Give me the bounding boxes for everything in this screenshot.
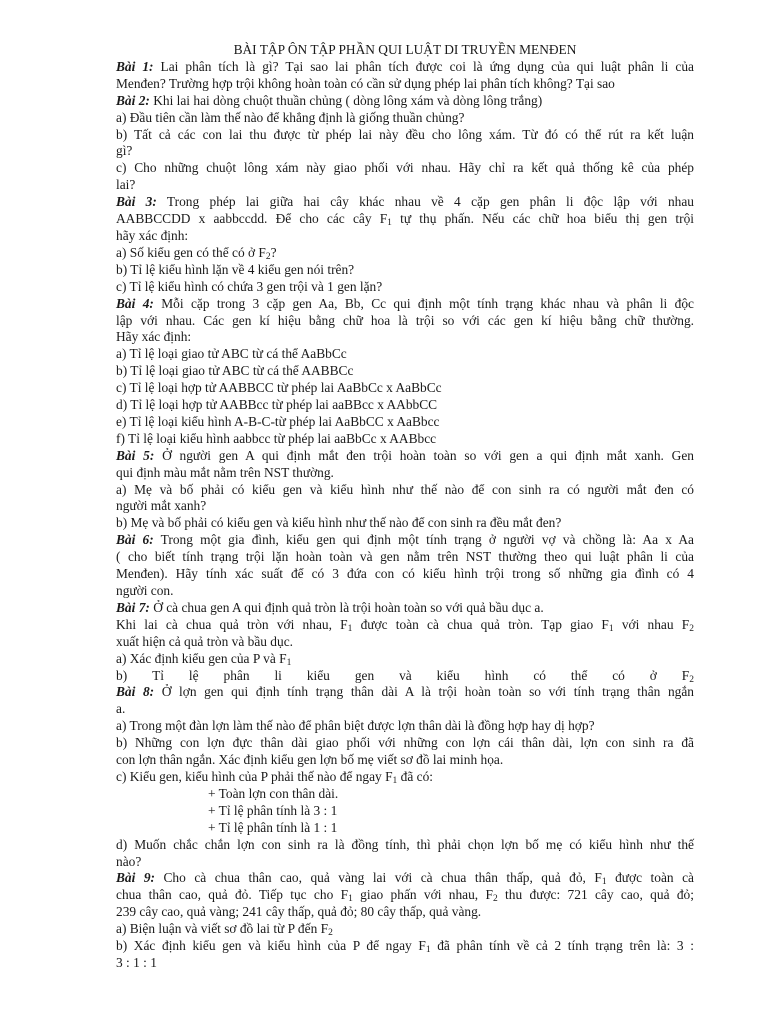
line-text: giao phấn với nhau, F [352,887,493,903]
text-line [116,431,694,448]
line-text: 3 : 1 : 1 [116,954,157,970]
text-line [116,262,694,279]
line-word: $F_2$ [681,667,694,685]
text-line [116,414,694,431]
line-text: b) Những con lợn đực thân dài giao phối với những con lợn cái thân dài, lợn con sinh ra đã [116,735,694,751]
exercise-heading-line [116,600,694,617]
line-text: được toàn cà [606,870,694,886]
line-text: qui định màu mắt nằm trên NST thường. [116,464,334,480]
exercise-heading-line [116,93,694,110]
line-text: AABBCCDD x aabbccdd. Để cho các cây F [116,211,388,227]
text-line [116,346,694,363]
line-word: thể [570,667,588,683]
text-line [116,752,694,769]
text-line [116,245,694,262]
text-line [116,854,694,871]
subscript: 2 [492,894,498,905]
line-text: c) Cho những chuột lông xám này giao phối với nhau. Hãy chỉ ra kết quả thống kê của phép [116,160,694,176]
line-text: d) Tỉ lệ loại hợp tử AABBcc từ phép lai aaBBcc x AAbbCC [116,397,438,413]
text-line [116,566,694,583]
document-title: BÀI TẬP ÔN TẬP PHẦN QUI LUẬT DI TRUYỀN MENĐEN [233,42,577,57]
text-line [116,211,694,228]
text-line [116,160,694,177]
line-text: a) Biện luận và viết sơ đồ lai từ P đến F [116,921,329,937]
line-text: e) Tỉ lệ loại kiểu hình A-B-C-từ phép lai AaBbCC x AaBbcc [116,413,440,429]
text-line [116,515,694,532]
line-word: lệ [188,667,199,683]
line-text: nào? [116,853,142,869]
subscript: 1 [392,775,398,786]
line-text: người con. [116,583,174,598]
text-line [116,668,694,685]
exercise-label: Bài 4: [116,295,154,311]
exercise-heading-line [116,448,694,465]
line-word: có [533,667,546,683]
exercise-label: Bài 9: [116,870,155,886]
line-text: được toàn cà chua quả tròn. Tạp giao F [352,616,609,632]
line-text: + Toàn lợn con thân dài. [208,785,339,801]
line-text: Ở người gen A qui định mắt đen trội hoàn toàn so với gen a qui định mắt xanh. Gen [154,447,694,463]
line-word: hình [484,667,509,683]
text-line [116,904,694,921]
text-line [116,127,694,144]
line-text: c) Tỉ lệ kiểu hình có chứa 3 gen trội và 1 gen lặn? [116,278,383,294]
subscript: 1 [425,945,431,956]
text-line [116,380,694,397]
line-text: Ở cà chua gen A qui định quả tròn là trội hoàn toàn so với quả bầu dục a. [149,599,544,615]
line-text: Menđen? Trường hợp trội không hoàn toàn có cần sử dụng phép lai phân tích không? Tại sao [116,75,615,91]
text-line [116,820,694,837]
line-text: con lợn thân ngắn. Xác định kiểu gen lợn bố mẹ viết sơ đồ lai minh họa. [116,752,504,768]
line-text: xuất hiện cả quả tròn và bầu dục. [116,633,293,649]
text-line [116,837,694,854]
line-text: Hãy xác định: [116,329,192,345]
line-text: a) Xác định kiểu gen của P và F [116,650,287,666]
subscript: 1 [601,877,607,888]
line-text: a) Tỉ lệ loại giao tử ABC từ cá thể AaBbCc [116,346,347,362]
text-line [116,769,694,786]
subscript: 2 [265,251,271,262]
line-text: Trong một gia đình, kiểu gen qui định một tính trạng ở người vợ và chồng là: Aa x Aa [153,532,694,548]
line-text: lai? [116,177,136,193]
line-text: thu được: 721 cây cao, quả đỏ; [497,887,694,903]
text-line [116,313,694,330]
line-text: người mắt xanh? [116,498,207,514]
line-word: b) [116,667,128,683]
line-text: 239 cây cao, quả vàng; 241 cây thấp, quả đỏ; 80 cây thấp, quả vàng. [116,904,482,920]
line-text: a. [116,701,126,717]
text-line [116,921,694,938]
line-text: đã có: [397,768,433,784]
exercise-heading-line [116,532,694,549]
subscript: 1 [608,623,614,634]
subscript: 2 [689,674,694,685]
line-text: Cho cà chua thân cao, quả vàng lai với cà chua thân thấp, quả đỏ, F [155,870,602,886]
text-line [116,143,694,160]
line-word: gen [354,667,375,683]
line-text: c) Tỉ lệ loại hợp tử AABBCC từ phép lai AaBbCc x AaBbCc [116,380,442,396]
text-line [116,363,694,380]
line-text: với nhau F [613,616,690,632]
line-text: Khi lai cà chua quả tròn với nhau, F [116,616,348,632]
subscript: 2 [328,928,333,939]
text-line [116,887,694,904]
line-text: Khi lai hai dòng chuột thuần chủng ( dòng lông xám và dòng lông trắng) [149,92,543,108]
text-line [116,735,694,752]
text-line [116,228,694,245]
text-line [116,634,694,651]
subscript: 1 [387,218,392,229]
text-line [116,177,694,194]
line-word: kiểu [306,667,330,683]
line-text: hãy xác định: [116,227,189,243]
line-text: a) Trong một đàn lợn làm thế nào để phân biệt được lợn thân dài là đồng hợp hay dị hợp? [116,718,595,734]
text-line [116,938,694,955]
exercise-label: Bài 6: [116,532,154,548]
line-text: Lai phân tích là gì? Tại sao lai phân tích được coi là ứng dụng của qui luật phân li của [153,58,694,74]
text-line [116,279,694,296]
line-word: kiểu [436,667,460,683]
text-line [116,803,694,820]
exercise-label: Bài 5: [116,447,155,463]
line-text: tự thụ phấn. Nếu các chữ hoa biểu thị gen trội [391,211,695,227]
line-word: có [612,667,625,683]
line-text: lập với nhau. Các gen kí hiệu bằng chữ hoa là trội so với các gen kí hiệu bằng chữ thường. [116,312,694,328]
line-text: a) Mẹ và bố phải có kiểu gen và kiểu hình như thế nào để con sinh ra có người mắt đen có [116,481,694,497]
exercise-heading-line [116,296,694,313]
line-text: + Tỉ lệ phân tính là 3 : 1 [208,802,338,818]
line-text: Ở lợn gen qui định tính trạng thân dài A là trội hoàn toàn so với tính trạng thân ngắn [154,684,694,700]
text-line [116,701,694,718]
text-line [116,786,694,803]
line-text: chua thân cao, quả đỏ. Tiếp tục cho F [116,887,349,903]
line-word: phân [223,667,250,683]
exercise-heading-line [116,59,694,76]
exercise-label: Bài 7: [116,599,150,615]
line-word: ở [649,667,657,683]
text-line [116,397,694,414]
exercise-label: Bài 8: [116,684,155,700]
subscript: 1 [348,894,353,905]
line-text: đã phân tính về cả 2 tính trạng trên là: 3 : [430,938,694,954]
text-line [116,76,694,93]
text-line [116,110,694,127]
text-line [116,482,694,499]
line-text: Menđen). Hãy tính xác suất để có 3 đứa con có kiểu hình trội trong số những gia đình có 4 [116,566,694,582]
line-text: a) Số kiểu gen có thể có ở F [116,244,266,260]
line-text: d) Muốn chắc chắn lợn con sinh ra là đồng tính, thì phải chọn lợn bố mẹ có kiểu hình như thế [116,836,694,852]
line-text: b) Xác định kiểu gen và kiểu hình của P để ngay F [116,938,426,954]
text-line [116,583,694,600]
line-text: Mỗi cặp trong 3 cặp gen Aa, Bb, Cc qui định một tính trạng khác nhau và phân li độc [153,295,694,311]
document-page [116,42,694,972]
subscript: 2 [689,623,694,634]
text-line [116,549,694,566]
subscript: 1 [286,657,292,668]
text-line [116,955,694,972]
text-line [116,718,694,735]
line-text: Trong phép lai giữa hai cây khác nhau về 4 cặp gen phân li độc lập với nhau [156,194,694,210]
line-text: + Tỉ lệ phân tính là 1 : 1 [208,819,338,835]
text-line [116,329,694,346]
subscript: 1 [347,623,353,634]
line-word: Tỉ [152,667,164,683]
line-text: b) Mẹ và bố phải có kiểu gen và kiểu hình như thế nào để con sinh ra đều mắt đen? [116,515,562,531]
line-text: gì? [116,143,133,159]
text-line [116,498,694,515]
exercise-label: Bài 1: [116,58,154,74]
line-text: ( cho biết tính trạng trội lặn hoàn toàn và gen nằm trên NST thường theo qui luật phân li của [116,549,694,565]
text-line [116,651,694,668]
line-word: và [399,667,412,683]
exercise-heading-line [116,194,694,211]
line-text: c) Kiểu gen, kiểu hình của P phải thế nào để ngay F [116,768,393,784]
line-text: a) Đầu tiên cần làm thế nào để khẳng định là giống thuần chủng? [116,109,465,125]
text-line [116,617,694,634]
exercise-label: Bài 2: [116,92,150,108]
text-line [116,465,694,482]
line-word: li [274,667,282,683]
line-text: f) Tỉ lệ loại kiểu hình aabbcc từ phép lai aaBbCc x AABbcc [116,430,437,446]
exercise-heading-line [116,684,694,701]
line-text: ? [270,244,277,260]
exercise-label: Bài 3: [116,194,157,210]
document-body [116,59,694,972]
line-text: b) Tỉ lệ kiểu hình lặn về 4 kiểu gen nói trên? [116,261,355,277]
line-text: b) Tất cả các con lai thu được từ phép lai này đều cho lông xám. Từ đó có thể rút ra kết luận [116,126,694,142]
exercise-heading-line [116,870,694,887]
line-text: b) Tỉ lệ loại giao tử ABC từ cá thể AABBCc [116,363,354,379]
